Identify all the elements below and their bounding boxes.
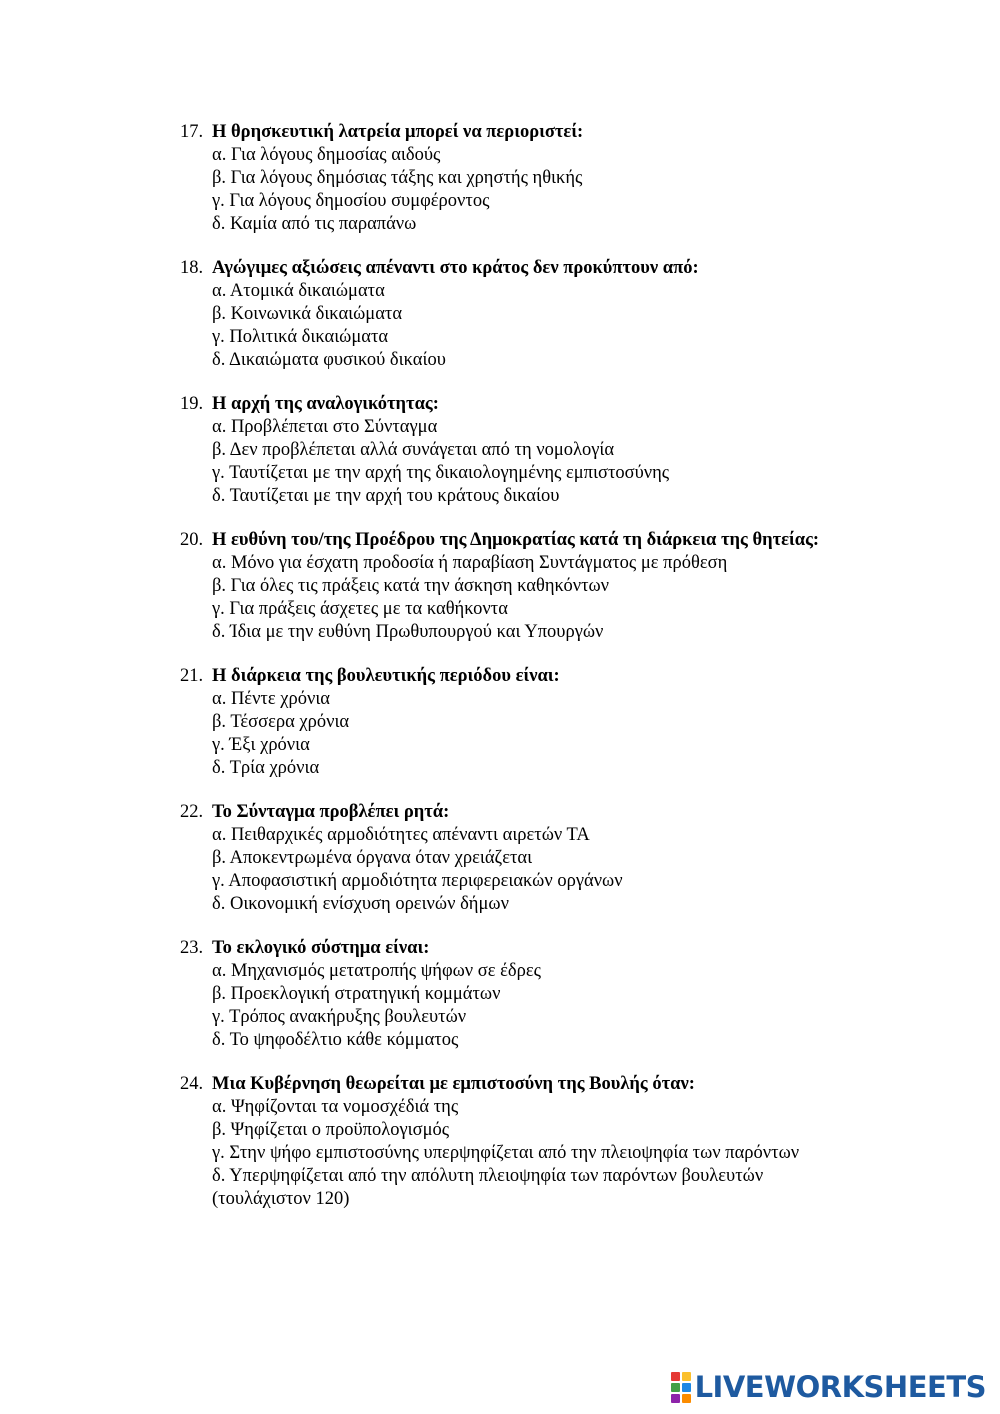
question-list <box>180 121 840 1232</box>
answer-option: β. Κοινωνικά δικαιώματα <box>212 304 403 324</box>
answer-option: β. Για όλες τις πράξεις κατά την άσκηση καθηκόντων <box>212 576 610 596</box>
question-number: 21. <box>180 666 204 686</box>
question-text: Η ευθύνη του/της Προέδρου της Δημοκρατίας κατά τη διάρκεια της θητείας: <box>212 530 820 550</box>
logo-tile <box>682 1383 691 1392</box>
question-number: 24. <box>180 1074 204 1094</box>
answer-options <box>180 280 840 372</box>
logo-tile <box>682 1394 691 1403</box>
answer-option: β. Τέσσερα χρόνια <box>212 712 350 732</box>
question-heading <box>180 529 840 552</box>
question-block <box>180 257 840 372</box>
question-block <box>180 937 840 1052</box>
answer-option: δ. Τρία χρόνια <box>212 758 320 778</box>
logo-tile <box>682 1372 691 1381</box>
question-text: Μια Κυβέρνηση θεωρείται με εμπιστοσύνη της Βουλής όταν: <box>212 1074 695 1094</box>
answer-option: α. Ατομικά δικαιώματα <box>212 281 385 301</box>
question-heading <box>180 257 840 280</box>
question-block <box>180 121 840 236</box>
question-text: Η αρχή της αναλογικότητας: <box>212 394 439 414</box>
answer-option: α. Για λόγους δημοσίας αιδούς <box>212 145 441 165</box>
answer-option: δ. Ταυτίζεται με την αρχή του κράτους δικαίου <box>212 486 560 506</box>
question-heading <box>180 121 840 144</box>
answer-option: δ. Καμία από τις παραπάνω <box>212 214 417 234</box>
liveworksheets-watermark <box>671 1370 986 1404</box>
question-number: 19. <box>180 394 204 414</box>
answer-options <box>180 144 840 236</box>
answer-option: δ. Ίδια με την ευθύνη Πρωθυπουργού και Υπουργών <box>212 622 604 642</box>
question-block <box>180 393 840 508</box>
answer-option: β. Ψηφίζεται ο προϋπολογισμός <box>212 1120 450 1140</box>
liveworksheets-logo-icon <box>671 1372 691 1403</box>
question-number: 20. <box>180 530 204 550</box>
question-text: Το Σύνταγμα προβλέπει ρητά: <box>212 802 450 822</box>
answer-option: α. Προβλέπεται στο Σύνταγμα <box>212 417 438 437</box>
answer-option: γ. Για πράξεις άσχετες με τα καθήκοντα <box>212 599 508 619</box>
answer-option: δ. Δικαιώματα φυσικού δικαίου <box>212 350 446 370</box>
question-heading <box>180 393 840 416</box>
answer-option: γ. Πολιτικά δικαιώματα <box>212 327 389 347</box>
answer-option: α. Ψηφίζονται τα νομοσχέδιά της <box>212 1097 459 1117</box>
answer-options <box>180 1096 840 1211</box>
answer-options <box>180 416 840 508</box>
answer-options <box>180 960 840 1052</box>
answer-option: α. Μόνο για έσχατη προδοσία ή παραβίαση Συντάγματος με πρόθεση <box>212 553 728 573</box>
answer-option: α. Πέντε χρόνια <box>212 689 330 709</box>
answer-option: γ. Ταυτίζεται με την αρχή της δικαιολογημένης εμπιστοσύνης <box>212 463 670 483</box>
question-block <box>180 665 840 780</box>
answer-options <box>180 552 840 644</box>
question-heading <box>180 801 840 824</box>
question-text: Η διάρκεια της βουλευτικής περιόδου είναι: <box>212 666 560 686</box>
answer-option: γ. Αποφασιστική αρμοδιότητα περιφερειακών οργάνων <box>212 871 623 891</box>
question-text: Αγώγιμες αξιώσεις απέναντι στο κράτος δεν προκύπτουν από: <box>212 258 699 278</box>
question-heading <box>180 665 840 688</box>
answer-option: γ. Έξι χρόνια <box>212 735 310 755</box>
question-text: Η θρησκευτική λατρεία μπορεί να περιοριστεί: <box>212 122 584 142</box>
question-text: Το εκλογικό σύστημα είναι: <box>212 938 430 958</box>
question-heading <box>180 937 840 960</box>
question-number: 22. <box>180 802 204 822</box>
answer-option: α. Μηχανισμός μετατροπής ψήφων σε έδρες <box>212 961 541 981</box>
question-block <box>180 1073 840 1211</box>
answer-option: β. Αποκεντρωμένα όργανα όταν χρειάζεται <box>212 848 533 868</box>
answer-option: γ. Για λόγους δημοσίου συμφέροντος <box>212 191 490 211</box>
answer-options <box>180 688 840 780</box>
answer-options <box>180 824 840 916</box>
logo-tile <box>671 1383 680 1392</box>
question-heading <box>180 1073 840 1096</box>
answer-option: β. Δεν προβλέπεται αλλά συνάγεται από τη νομολογία <box>212 440 615 460</box>
logo-tile <box>671 1394 680 1403</box>
question-number: 23. <box>180 938 204 958</box>
question-block <box>180 801 840 916</box>
answer-option: γ. Στην ψήφο εμπιστοσύνης υπερψηφίζεται από την πλειοψηφία των παρόντων <box>212 1143 800 1163</box>
answer-option: δ. Υπερψηφίζεται από την απόλυτη πλειοψηφία των παρόντων βουλευτών (τουλάχιστον 120) <box>212 1166 764 1209</box>
answer-option: β. Προεκλογική στρατηγική κομμάτων <box>212 984 501 1004</box>
answer-option: δ. Οικονομική ενίσχυση ορεινών δήμων <box>212 894 509 914</box>
question-number: 18. <box>180 258 204 278</box>
answer-option: γ. Τρόπος ανακήρυξης βουλευτών <box>212 1007 467 1027</box>
brand-name: LIVEWORKSHEETS <box>694 1370 986 1404</box>
answer-option: δ. Το ψηφοδέλτιο κάθε κόμματος <box>212 1030 459 1050</box>
answer-option: β. Για λόγους δημόσιας τάξης και χρηστής ηθικής <box>212 168 583 188</box>
question-number: 17. <box>180 122 204 142</box>
question-block <box>180 529 840 644</box>
answer-option: α. Πειθαρχικές αρμοδιότητες απέναντι αιρετών ΤΑ <box>212 825 590 845</box>
logo-tile <box>671 1372 680 1381</box>
